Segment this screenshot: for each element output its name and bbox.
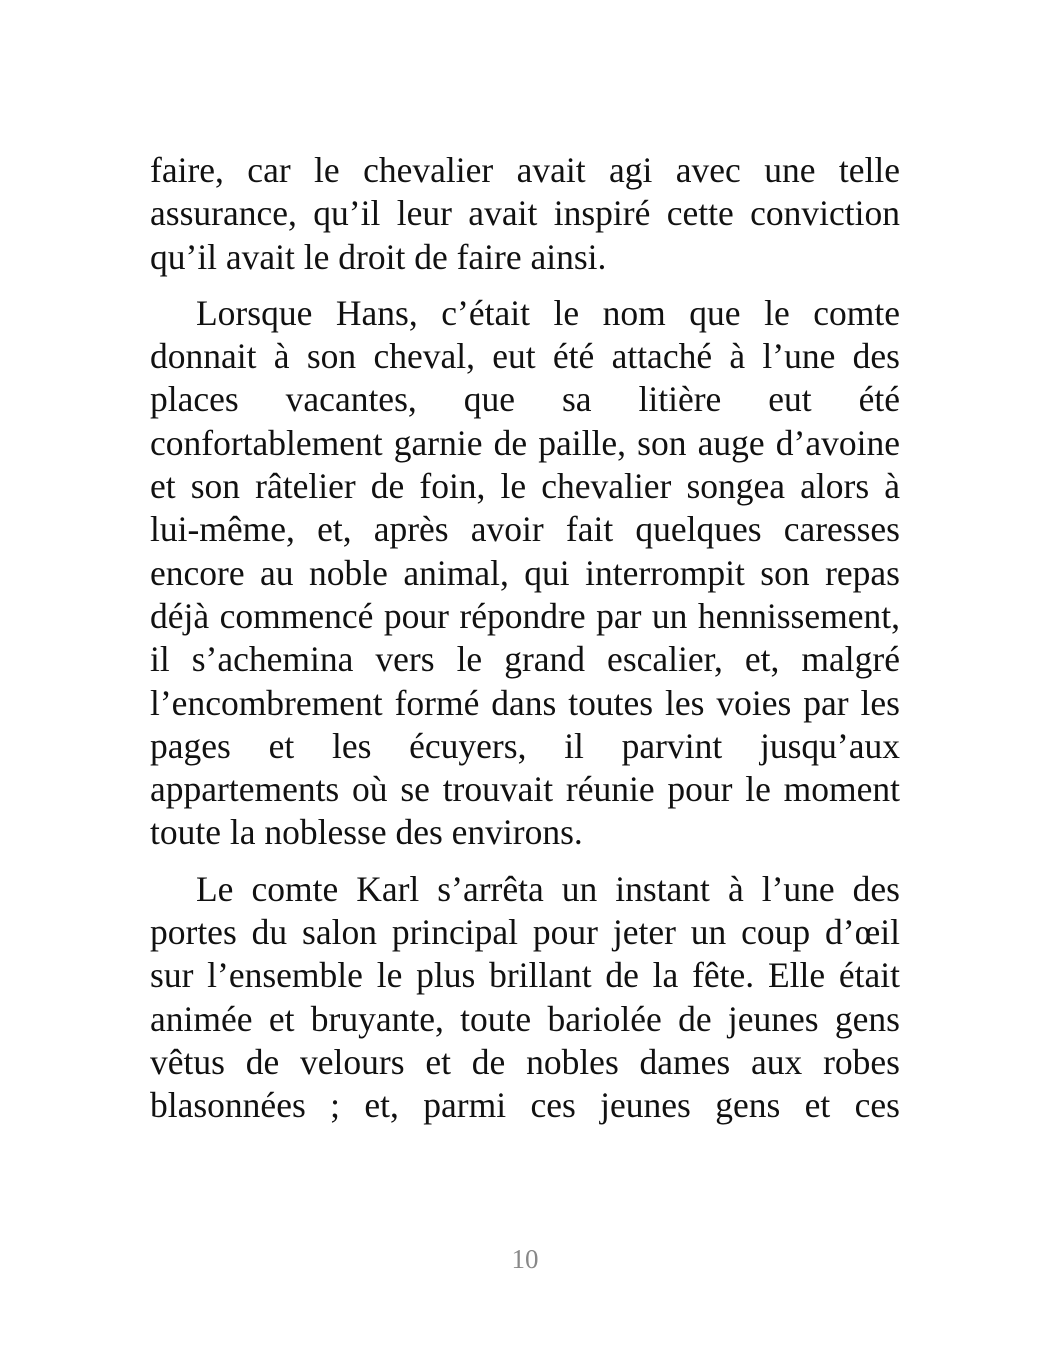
page-body xyxy=(150,149,900,1141)
page-number: 10 xyxy=(511,1244,539,1274)
paragraph-hans-stable: Lorsque Hans, c’était le nom que le comte donnait à son cheval, eut été attaché à l’une des places vacantes, que sa litière eut été confortablement garnie de paille, son auge d’avoine et son râtelier de foin, le chevalier songea alors à lui-même, et, après avoir fait quelques caresses encore au noble animal, qui interrompit son repas déjà commencé pour répondre par un hennissement, il s’achemina vers le grand escalier, et, malgré l’encombrement formé dans toutes les voies par les pages et les écuyers, il parvint jusqu’aux appartements où se trouvait réunie pour le moment toute la noblesse des environs. xyxy=(150,292,900,853)
paragraph-continuation: faire, car le chevalier avait agi avec une telle assurance, qu’il leur avait inspiré cette conviction qu’il avait le droit de faire ainsi. xyxy=(150,150,900,277)
paragraph-comte-karl-salon: Le comte Karl s’arrêta un instant à l’une des portes du salon principal pour jeter un coup d’œil sur l’ensemble le plus brillant de la fête. Elle était animée et bruyante, toute bariolée de jeunes gens vêtus de velours et de nobles dames aux robes blasonnées ; et, parmi ces jeunes gens et ces xyxy=(150,868,900,1126)
